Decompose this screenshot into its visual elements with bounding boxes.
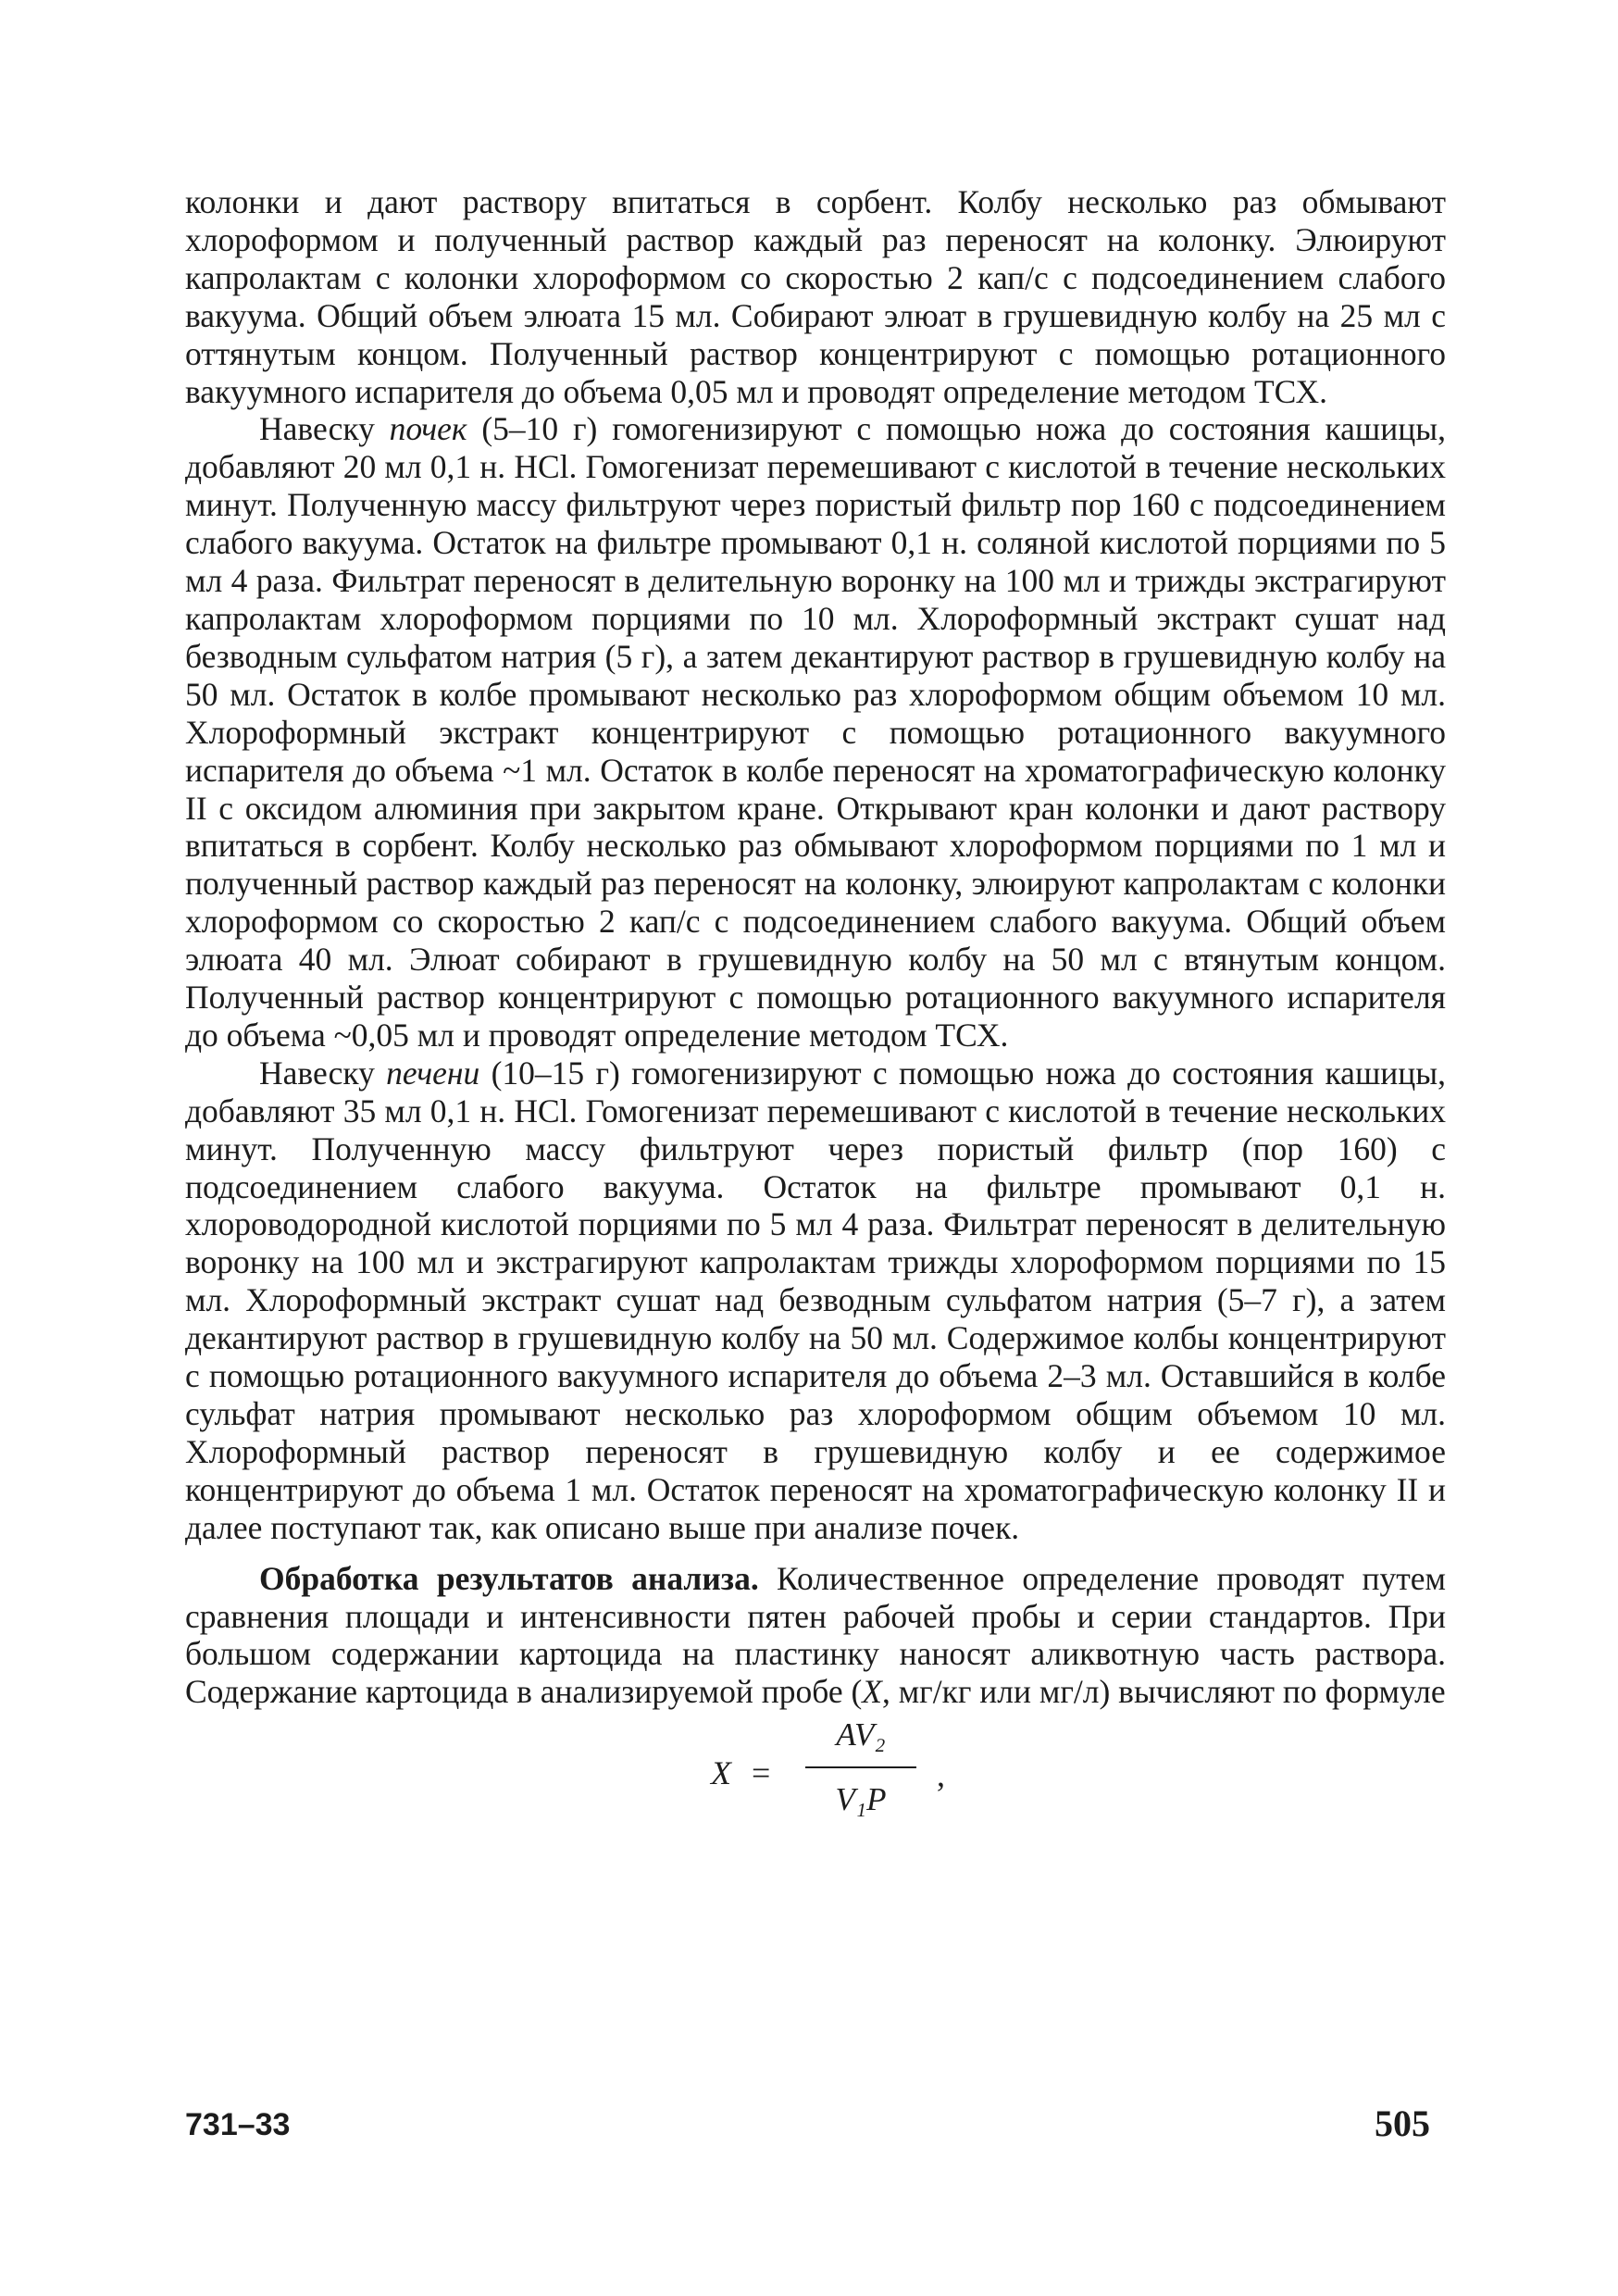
formula-numerator: AV₂ [836,1716,886,1753]
formula-equals: = [752,1754,771,1792]
paragraph-text: (10–15 г) гомогенизируют с помощью ножа до состояния кашицы, добавляют 35 мл 0,1 н. HCl. Гомогенизат перемешивают с кислотой в течение нескольких минут. Полученную массу фильтруют через пористый фильтр (пор 160) с подсоединением слабого вакуума. Остаток на фильтре промывают 0,1 н. хлороводородной кислотой порциями по 5 мл 4 раза. Фильтрат переносят в делительную воронку на 100 мл и экстрагируют капролактам трижды хлороформом порциями по 15 мл. Хлороформный экстракт сушат над безводным сульфатом натрия (5–7 г), а затем декантируют раствор в грушевидную колбу на 50 мл. Содержимое колбы концентрируют с помощью ротационного вакуумного испарителя до объема 2–3 мл. Оставшийся в колбе сульфат натрия промывают несколько раз хлороформом общим объемом 10 мл. Хлороформный раствор переносят в грушевидную колбу и ее содержимое концентрируют до объема 1 мл. Остаток переносят на хроматографическую колонку II и далее поступают так, как описано выше при анализе почек. [185,1054,1447,1546]
page-number: 505 [1375,2103,1430,2144]
emphasis-liver: печени [386,1054,480,1092]
paragraph-kidney-sample [185,410,1446,1054]
fraction-bar [805,1766,916,1768]
footer-signature-code: 731–33 [185,2107,291,2142]
page-text-block [185,183,1446,1828]
formula-denominator: V₁P [835,1781,887,1818]
paragraph-text-end: , мг/кг или мг/л) вычисляют по формуле [881,1673,1446,1711]
paragraph-text: колонки и дают раствору впитаться в сорбент. Колбу несколько раз обмывают хлороформом и полученный раствор каждый раз переносят на колонку. Элюируют капролактам с колонки хлороформом со скоростью 2 кап/с с подсоединением слабого вакуума. Общий объем элюата 15 мл. Собирают элюат в грушевидную колбу на 25 мл с оттянутым концом. Полученный раствор концентрируют с помощью ротационного вакуумного испарителя до объема 0,05 мл и проводят определение методом ТСХ. [185,183,1446,410]
paragraph-text: (5–10 г) гомогенизируют с помощью ножа до состояния кашицы, добавляют 20 мл 0,1 н. HCl. Гомогенизат перемешивают с кислотой в течение нескольких минут. Полученную массу фильтруют через пористый фильтр пор 160 с подсоединением слабого вакуума. Остаток на фильтре промывают 0,1 н. соляной кислотой порциями по 5 мл 4 раза. Фильтрат переносят в делительную воронку на 100 мл и трижды экстрагируют капролактам хлороформом порциями по 10 мл. Хлороформный экстракт сушат над безводным сульфатом натрия (5 г), а затем декантируют раствор в грушевидную колбу на 50 мл. Остаток в колбе промывают несколько раз хлороформом общим объемом 10 мл. Хлороформный экстракт концентрируют с помощью ротационного вакуумного испарителя до объема ~1 мл. Остаток в колбе переносят на хроматографическую колонку II с оксидом алюминия при закрытом кране. Открывают кран колонки и дают раствору впитаться в сорбент. Колбу несколько раз обмывают хлороформом порциями по 1 мл и полученный раствор каждый раз переносят на колонку, элюируют капролактам с колонки хлороформом со скоростью 2 кап/с с подсоединением слабого вакуума. Общий объем элюата 40 мл. Элюат собирают в грушевидную колбу на 50 мл с втянутым концом. Полученный раствор концентрируют с помощью ротационного вакуумного испарителя до объема ~0,05 мл и проводят определение методом ТСХ. [185,410,1446,1054]
formula [185,1718,1446,1828]
section-heading-results: Обработка результатов анализа. [259,1559,759,1597]
paragraph-text: Количественное определение проводят путем сравнения площади и интенсивности пятен рабочей пробы и серии стандартов. При большом содержании картоцида на пластинку наносят аликвотную часть раствора. Содержание картоцида в анализируемой пробе ( [185,1559,1446,1711]
formula-comma: , [937,1756,945,1794]
formula-lhs: X [711,1754,731,1792]
paragraph-liver-sample [185,1054,1446,1547]
paragraph-intro: Навеску [259,410,390,448]
emphasis-kidneys: почек [389,410,467,448]
paragraph-intro: Навеску [259,1054,387,1092]
paragraph-column-elution [185,183,1446,410]
variable-x: X [862,1673,882,1711]
paragraph-results-processing [185,1560,1446,1712]
